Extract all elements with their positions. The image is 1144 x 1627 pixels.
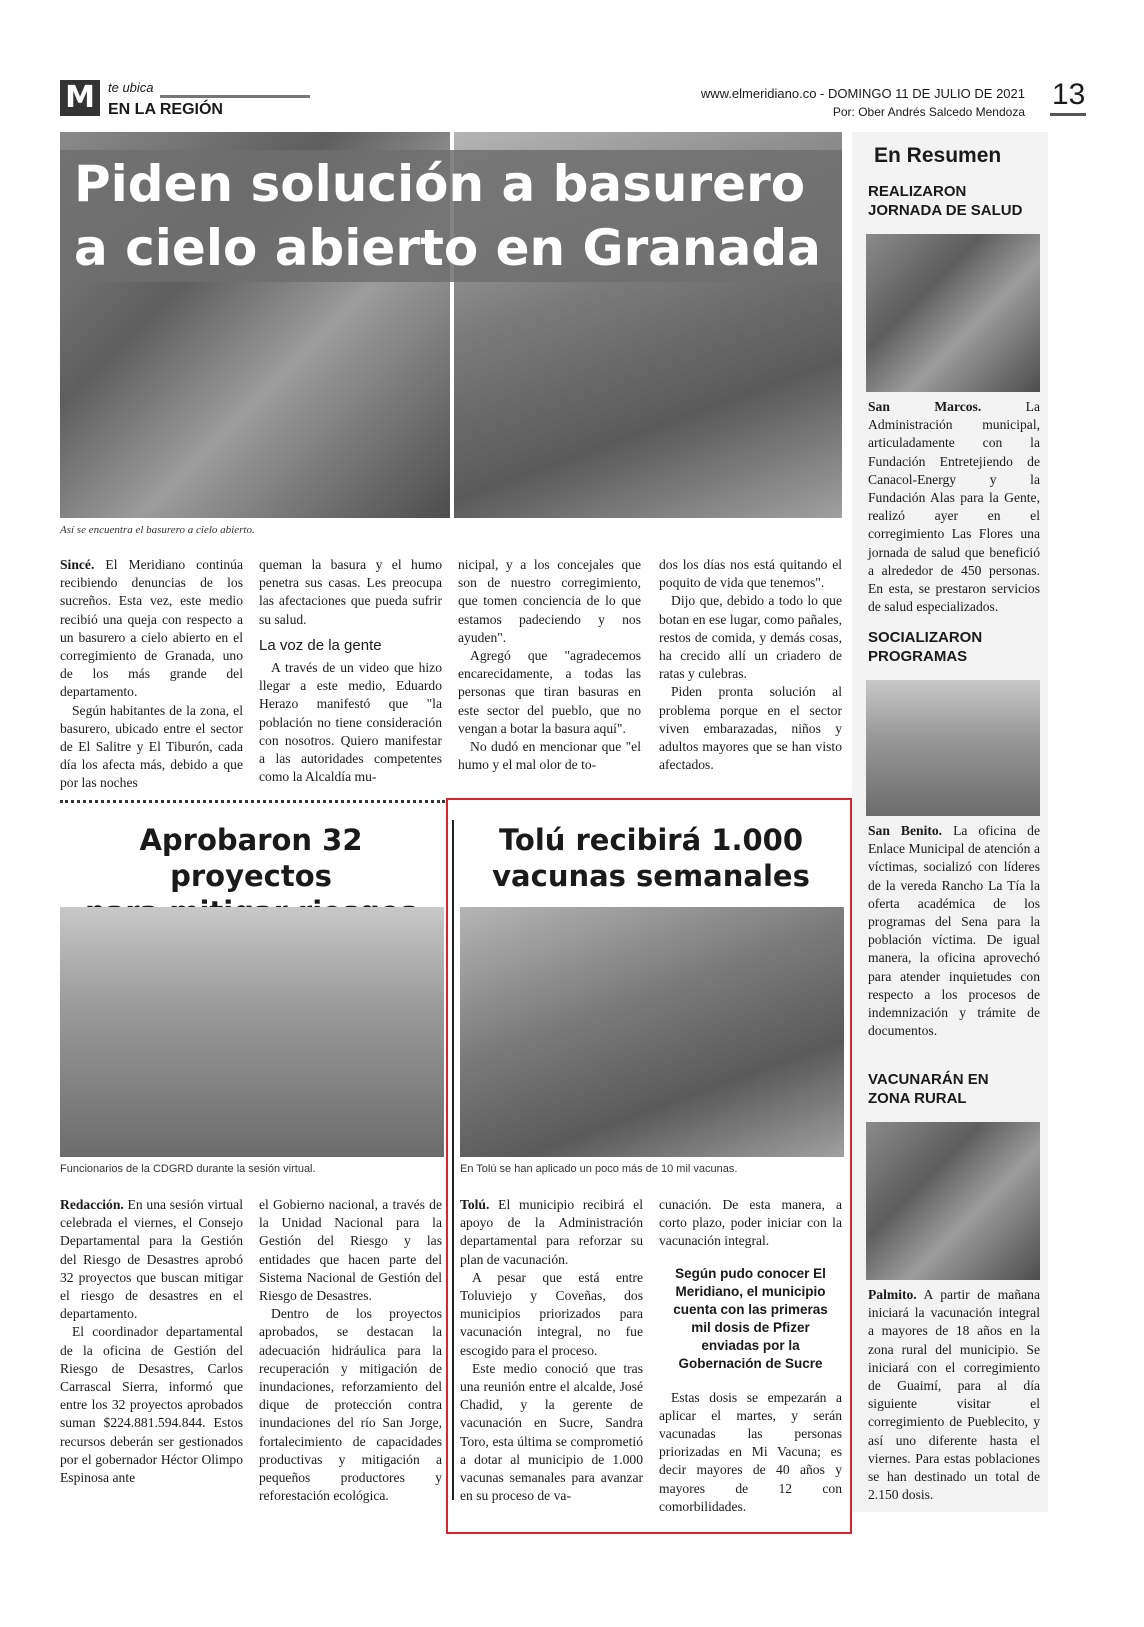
- column-rule: [452, 820, 454, 1500]
- paragraph: Dijo que, debido a todo lo que botan en ese lugar, como pañales, restos de comida, y demás cosas, ha crecido allí un criadero de ratas y culebras.: [659, 593, 842, 682]
- paragraph: Sincé. El Meridiano continúa recibiendo denuncias de los sucreños. Esta vez, este medio recibió una queja con respecto a un basurero a cielo abierto en el corregimiento de Granada, uno de los más grande del departamento.: [60, 557, 243, 700]
- paragraph: Según habitantes de la zona, el basurero, ubicado entre el sector de El Salitre y El Tiburón, cada día los afecta más, debido a que por las noches: [60, 702, 243, 791]
- sidebar-text-1: San Marcos. La Administración municipal, articuladamente con la Fundación Entretejiendo de Canacol-Energy y la Fundación Alas para la Gente, realizó ayer en el corregimiento Las Flores una jornada de salud que benefició a alrededor de 450 personas. En esta, se prestaron servicios de salud especializados.: [868, 399, 1040, 615]
- right-photo-caption: En Tolú se han aplicado un poco más de 10 mil vacunas.: [460, 1163, 738, 1175]
- page-number: 13: [1052, 78, 1086, 111]
- dateline: Sincé.: [60, 557, 95, 572]
- publication-logo: M: [60, 80, 100, 116]
- main-headline: [60, 150, 842, 282]
- main-story-column-4: [659, 556, 842, 774]
- dateline: San Marcos.: [868, 399, 982, 414]
- sidebar-heading-2: SOCIALIZARON PROGRAMAS: [868, 629, 983, 665]
- byline: Por: Ober Andrés Salcedo Mendoza: [832, 105, 1025, 119]
- vaccination-photo: [460, 907, 844, 1157]
- paragraph: nicipal, y a los concejales que son de nuestro corregimiento, que tomen conciencia de lo que estamos padeciendo y nos ayuden".: [458, 557, 641, 645]
- paragraph: A través de un video que hizo llegar a este medio, Eduardo Herazo manifestó que "la población no tiene consideración con nosotros. Quiero manifestar a las autoridades competentes como la Alcaldía mu-: [259, 660, 442, 785]
- paragraph: queman la basura y el humo penetra sus casas. Les preocupa las afectaciones que pueda sufrir su salud.: [259, 557, 442, 627]
- left-photo-caption: Funcionarios de la CDGRD durante la sesión virtual.: [60, 1163, 316, 1175]
- main-story-column-1: [60, 556, 243, 793]
- main-headline-line1: Piden solución a basurero: [74, 155, 806, 213]
- sidebar-text-2: San Benito. La oficina de Enlace Municipal de atención a víctimas, socializó con líderes de la vereda Rancho La Tía la oferta académica de los programas del Sena para la población víctima. De igual manera, la oficina aprovechó para atender inquietudes con respecto a los procesos de indemnización y trámite de documentos.: [868, 823, 1040, 1039]
- subheading: La voz de la gente: [259, 636, 382, 654]
- dateline: San Benito.: [868, 823, 943, 838]
- main-story-column-3: [458, 556, 641, 774]
- paragraph: Piden pronta solución al problema porque en el sector viven embarazadas, niños y adultos mayores que se han visto afectados.: [659, 684, 842, 773]
- sidebar-heading-1: REALIZARON JORNADA DE SALUD: [868, 183, 1023, 219]
- section-kicker: te ubica: [108, 80, 154, 95]
- dateline: Redacción.: [60, 1197, 124, 1212]
- left-story-headline: Aprobaron 32 proyectos: [139, 823, 363, 893]
- paragraph: Dentro de los proyectos aprobados, se destacan la adecuación hidráulica para la recuperación y mitigación de inundaciones, reforzamiento del dique de protección contra inundaciones del río San Jorge, fortalecimiento de capacidades productivas y mitigación a pequeños productores y reforestación ecológica.: [259, 1306, 442, 1504]
- paragraph: El coordinador departamental de la oficina de Gestión del Riesgo de Desastres, Carlos Carrascal Sierra, informó que entre los 32 proyectos aprobados suman $224.881.594.844. Estos recursos deberán ser gestionados por el gobernador Héctor Olimpo Espinosa ante: [60, 1324, 243, 1486]
- paragraph: A pesar que está entre Toluviejo y Coveñas, dos municipios priorizados para vacunación integral, no fue escogido para el proceso.: [460, 1269, 643, 1358]
- paragraph: Redacción. En una sesión virtual celebrada el viernes, el Consejo Departamental para la Gestión del Riesgo de Desastres aprobó 32 proyectos que buscan mitigar el riesgo de desastres en el departamento.: [60, 1197, 243, 1322]
- meeting-photo: [60, 907, 444, 1157]
- section-name: EN LA REGIÓN: [108, 101, 223, 118]
- kicker-rule: [160, 95, 310, 98]
- right-story-column-1: [460, 1196, 643, 1505]
- dateline: Tolú.: [460, 1197, 490, 1212]
- paragraph: cunación. De esta manera, a corto plazo, poder iniciar con la vacunación integral.: [659, 1197, 842, 1249]
- page-number-rule: [1050, 113, 1086, 116]
- main-headline-line2: a cielo abierto en Granada: [74, 219, 821, 277]
- dateline: Palmito.: [868, 1287, 917, 1302]
- paragraph: Este medio conoció que tras una reunión entre el alcalde, José Chadid, y la gerente de vacunación en Sucre, Sandra Toro, esta última se comprometió a dotar al municipio de 1.000 vacunas semanales para avanzar en su proceso de va-: [460, 1360, 643, 1504]
- paragraph: el Gobierno nacional, a través de la Unidad Nacional para la Gestión del Riesgo y las entidades que hacen parte del Sistema Nacional de Gestión del Riesgo de Desastres.: [259, 1197, 442, 1304]
- socialization-photo: [866, 680, 1040, 816]
- left-story-column-2: [259, 1196, 442, 1505]
- sidebar-heading-3: VACUNARÁN EN ZONA RURAL: [868, 1071, 989, 1107]
- paragraph: Tolú. El municipio recibirá el apoyo de la Administración departamental para reforzar su plan de vacunación.: [460, 1197, 643, 1267]
- section-divider: [60, 800, 445, 803]
- paragraph: Agregó que "agradecemos encarecidamente, a todas las personas que tiran basuras en este sector del pueblo, que no vengan a botar la basura aquí".: [458, 648, 641, 736]
- pull-quote: Según pudo conocer El Meridiano, el municipio cuenta con las primeras mil dosis de Pfizer enviadas por la Gobernación de Sucre: [673, 1265, 828, 1371]
- health-day-photo: [866, 234, 1040, 392]
- vaccine-syringe-photo: [866, 1122, 1040, 1280]
- right-story-headline: Tolú recibirá 1.000 vacunas semanales: [492, 823, 810, 893]
- right-story-column-2: [659, 1196, 842, 1516]
- site-date-line: www.elmeridiano.co - DOMINGO 11 DE JULIO DE 2021: [700, 86, 1025, 101]
- paragraph: dos los días nos está quitando el poquito de vida que tenemos".: [659, 557, 842, 591]
- left-story-column-1: [60, 1196, 243, 1487]
- sidebar-text-3: Palmito. A partir de mañana iniciará la vacunación integral a mayores de 18 años en la zona rural del municipio. Se iniciará con el corregimiento de Guaimí, para al día siguiente visitar el corregimiento de Pueblecito, y así uno diferente hasta el viernes. Para estas poblaciones se han destinado un total de 2.150 dosis.: [868, 1287, 1040, 1503]
- paragraph: Estas dosis se empezarán a aplicar el martes, y serán vacunadas las personas priorizadas en Mi Vacuna; es decir mayores de 40 años y mayores de 12 con comorbilidades.: [659, 1389, 842, 1514]
- main-photo-caption: Así se encuentra el basurero a cielo abierto.: [60, 524, 255, 536]
- paragraph: No dudó en mencionar que "el humo y el mal olor de to-: [458, 739, 641, 773]
- main-story-column-2: [259, 556, 442, 786]
- sidebar-title: En Resumen: [874, 144, 1002, 167]
